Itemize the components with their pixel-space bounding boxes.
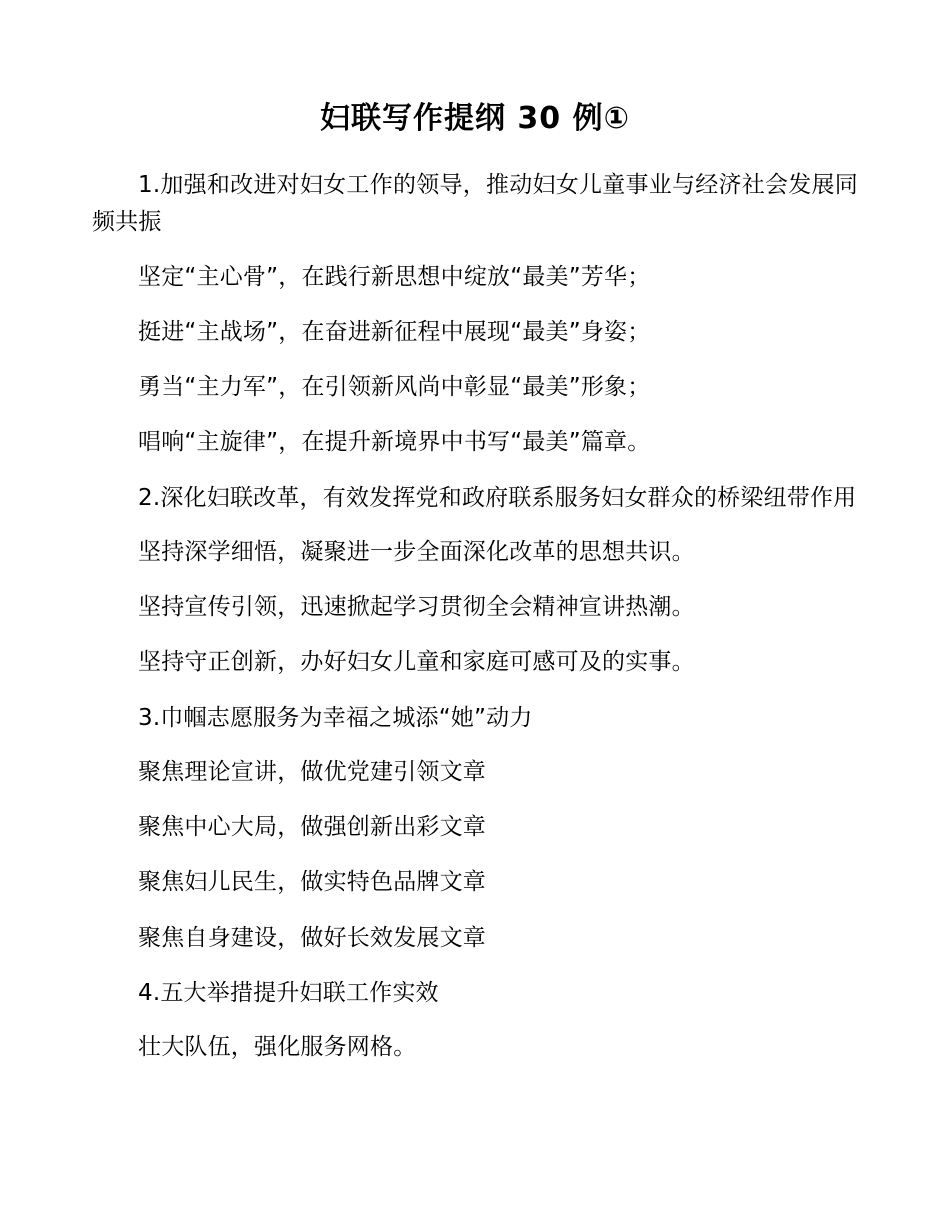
paragraph-item-3-point-2: 聚焦中心大局，做强创新出彩文章 xyxy=(138,814,486,840)
paragraph-item-2-point-1: 坚持深学细悟，凝聚进一步全面深化改革的思想共识。 xyxy=(138,538,695,565)
paragraph-item-1-heading: 1.加强和改进对妇女工作的领导，推动妇女儿童事业与经济社会发展同频共振 xyxy=(92,172,858,236)
paragraph-item-4-heading: 4.五大举措提升妇联工作实效 xyxy=(138,979,439,1006)
paragraph-item-3-point-1: 聚焦理论宣讲，做优党建引领文章 xyxy=(138,758,486,785)
paragraph-item-1-point-3: 勇当“主力军”，在引领新风尚中彰显“最美”形象； xyxy=(138,374,651,400)
paragraph-item-4-point-1: 壮大队伍，强化服务网格。 xyxy=(138,1034,417,1060)
paragraph-item-2-point-2: 坚持宣传引领，迅速掀起学习贯彻全会精神宣讲热潮。 xyxy=(138,594,695,620)
paragraph-item-3-point-4: 聚焦自身建设，做好长效发展文章 xyxy=(138,924,486,951)
paragraph-item-2-heading: 2.深化妇联改革，有效发挥党和政府联系服务妇女群众的桥梁纽带作用 xyxy=(138,484,857,511)
paragraph-item-1-point-4: 唱响“主旋律”，在提升新境界中书写“最美”篇章。 xyxy=(138,429,651,456)
page-title: 妇联写作提纲 30 例① xyxy=(319,101,631,136)
paragraph-item-1-point-1: 坚定“主心骨”，在践行新思想中绽放“最美”芳华； xyxy=(138,263,651,290)
paragraph-item-2-point-3: 坚持守正创新，办好妇女儿童和家庭可感可及的实事。 xyxy=(138,649,695,676)
paragraph-item-3-point-3: 聚焦妇儿民生，做实特色品牌文章 xyxy=(138,869,486,896)
paragraph-item-1-point-2: 挺进“主战场”，在奋进新征程中展现“最美”身姿； xyxy=(138,318,651,345)
paragraph-item-3-heading: 3.巾帼志愿服务为幸福之城添“她”动力 xyxy=(138,704,533,731)
